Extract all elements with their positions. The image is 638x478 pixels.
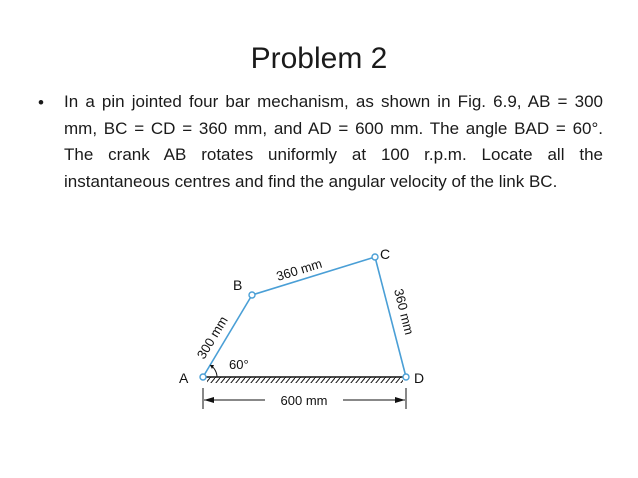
label-d: D <box>414 370 425 386</box>
ground-hatching <box>207 377 403 383</box>
joint-c <box>372 254 378 260</box>
bullet-marker: • <box>38 93 44 112</box>
problem-text: In a pin jointed four bar mechanism, as shown in Fig. 6.9, AB = 300 mm, BC = CD = 360 mm, and AD = 600 mm. The angle BAD = 60°. The crank AB rotates uniformly at 100 r.p.m. Locate all the instantaneous centres and find the angular velocity of the link BC. <box>64 92 603 191</box>
label-c: C <box>380 246 391 262</box>
label-cd-length: 360 mm <box>391 287 418 337</box>
label-ad-length: 600 mm <box>280 393 328 408</box>
slide-title: Problem 2 <box>250 42 388 75</box>
label-bc-length: 360 mm <box>274 255 324 284</box>
joint-d <box>403 374 409 380</box>
dim-arrow-left <box>204 397 214 403</box>
joint-a <box>200 374 206 380</box>
dim-arrow-right <box>395 397 405 403</box>
label-ab-length: 300 mm <box>193 313 231 362</box>
label-angle: 60° <box>229 357 249 372</box>
label-b: B <box>233 277 243 293</box>
joint-b <box>249 292 255 298</box>
label-a: A <box>179 370 189 386</box>
